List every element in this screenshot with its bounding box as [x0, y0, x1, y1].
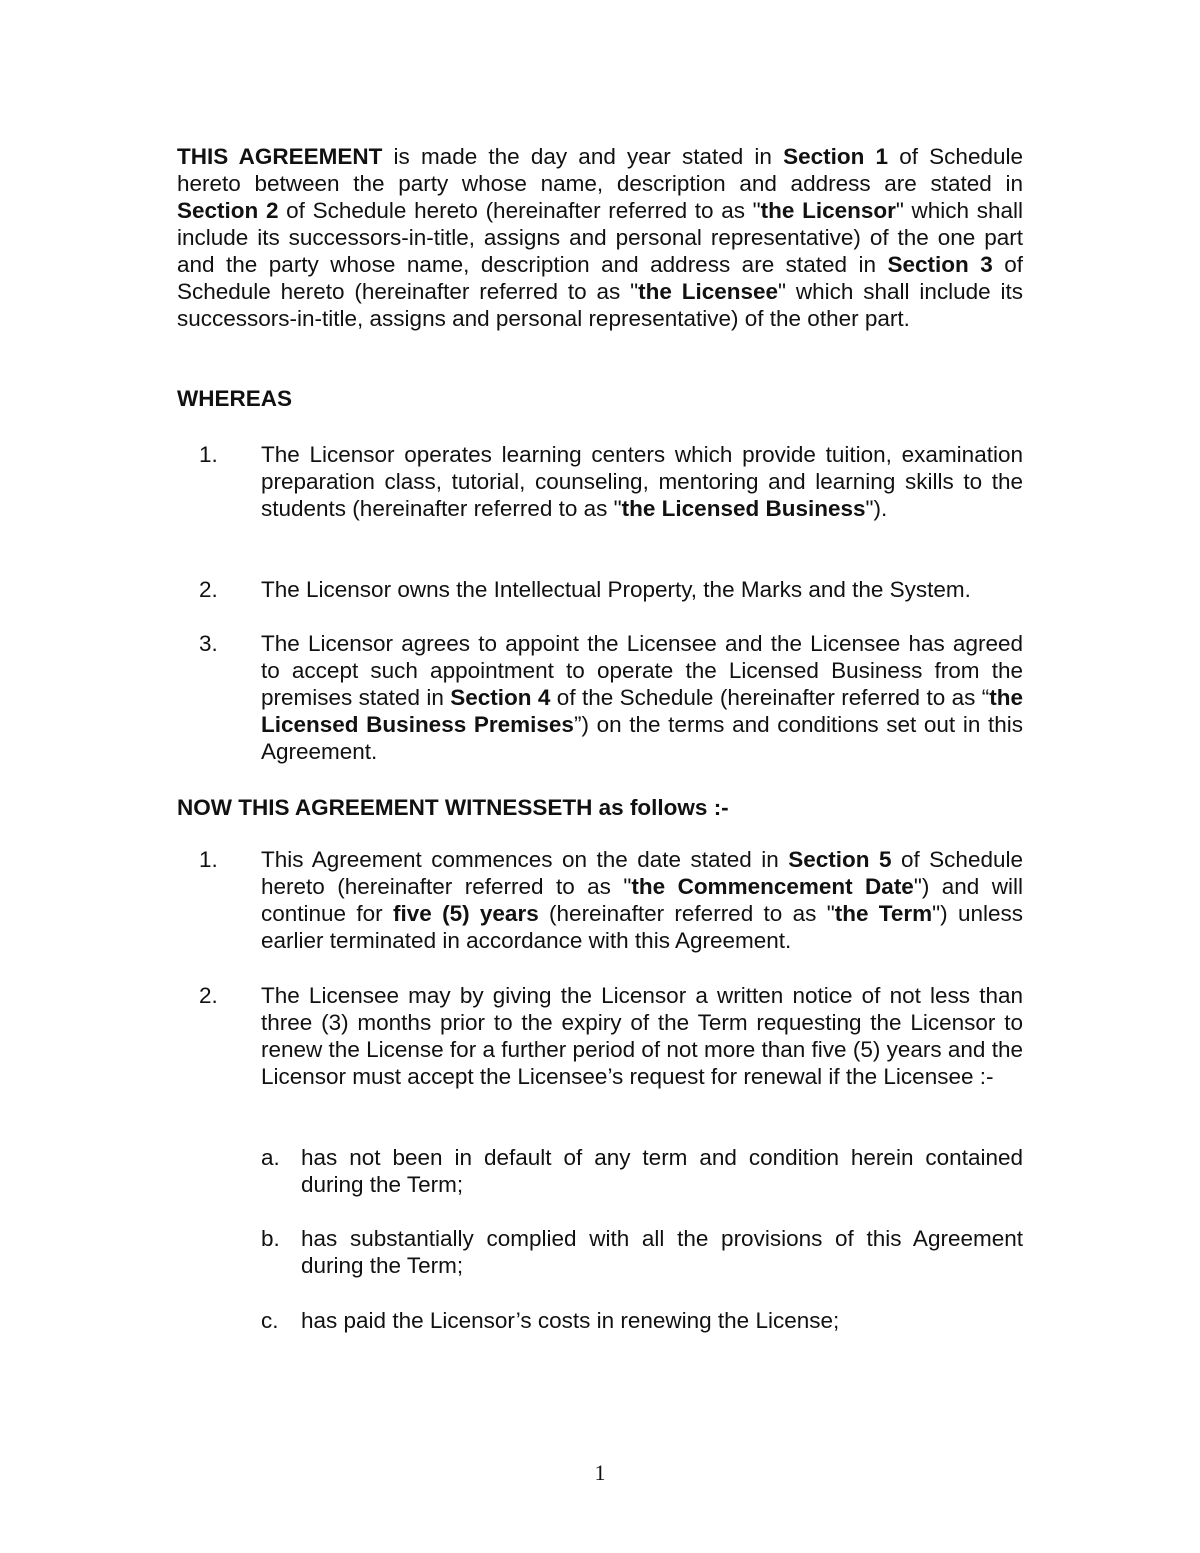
clause-text: The Licensee may by giving the Licensor a written notice of not less than three (3) months prior to the expiry of the Term requesting the Licensor to renew the License for a further period of not more than five (5) years and the Licensor must accept the Licensee’s request for renewal if the Licensee :- — [261, 983, 1023, 1089]
clause-text-part: (hereinafter referred to as " — [538, 901, 835, 926]
clause-text-part: ") unless earlier terminated in accordance with this Agreement. — [261, 901, 1023, 953]
sub-clause-text: has not been in default of any term and condition herein contained during the Term; — [301, 1145, 1023, 1197]
intro-text: of Schedule hereto (hereinafter referred to as " — [278, 198, 761, 223]
sub-clause-item — [261, 1144, 1023, 1198]
sub-clause-item — [261, 1307, 1023, 1334]
recital-text-part: The Licensor operates learning centers which provide tuition, examination preparation class, tutorial, counseling, mentoring and learning skills to the students (hereinafter referred to as " — [261, 442, 1023, 521]
section-ref: Section 4 — [450, 685, 551, 710]
sub-clause-letter: c. — [261, 1308, 279, 1333]
recital-text-part: "). — [865, 496, 888, 521]
defined-term: the Licensee — [638, 279, 779, 304]
intro-text: of Schedule hereto (hereinafter referred to as " — [177, 252, 1023, 304]
section-ref: Section 3 — [887, 252, 993, 277]
defined-term: the Term — [834, 901, 933, 926]
recital-number: 3. — [199, 631, 218, 656]
recital-item — [177, 630, 1023, 765]
recital-number: 2. — [199, 577, 218, 602]
sub-clause-item — [261, 1225, 1023, 1279]
clause-number: 2. — [199, 983, 218, 1008]
page-number: 1 — [594, 1460, 606, 1485]
recital-item — [177, 576, 1023, 603]
defined-term: the Licensed Business — [621, 496, 866, 521]
witnesseth-heading: NOW THIS AGREEMENT WITNESSETH as follows :- — [177, 795, 729, 820]
recital-item — [177, 441, 1023, 522]
intro-text: is made the day and year stated in — [382, 144, 784, 169]
recital-text — [261, 630, 1023, 765]
recital-text-part: ”) on the terms and conditions set out in this Agreement. — [261, 712, 1023, 764]
clause-text-part: ") and will continue for — [261, 874, 1023, 926]
recital-text — [261, 441, 1023, 522]
section-ref: Section 2 — [177, 198, 279, 223]
section-ref: Section 5 — [788, 847, 892, 872]
defined-term: the Licensor — [760, 198, 896, 223]
intro-text: " which shall include its successors-in-title, assigns and personal representative) of the other part. — [177, 279, 1024, 331]
agreement-term: THIS AGREEMENT — [177, 144, 383, 169]
clause-text — [261, 846, 1023, 954]
sub-clause-letter: a. — [261, 1145, 280, 1170]
defined-term: the Licensed Business Premises — [261, 685, 1023, 737]
recital-text-part: of the Schedule (hereinafter referred to as “ — [550, 685, 990, 710]
intro-text: of Schedule hereto between the party whose name, description and address are stated in — [177, 144, 1023, 196]
intro-text: " which shall include its successors-in-title, assigns and personal representative) of the one part and the party whose name, description and address are stated in — [177, 198, 1024, 277]
section-ref: Section 1 — [783, 144, 889, 169]
clause-item — [177, 846, 1023, 954]
defined-term: five (5) years — [392, 901, 539, 926]
sub-clause-text: has substantially complied with all the provisions of this Agreement during the Term; — [301, 1226, 1023, 1278]
sub-clause-letter: b. — [261, 1226, 280, 1251]
recital-number: 1. — [199, 442, 218, 467]
clause-item — [177, 982, 1023, 1090]
clause-text-part: of Schedule hereto (hereinafter referred to as " — [261, 847, 1024, 899]
sub-clause-text: has paid the Licensor’s costs in renewing the License; — [301, 1308, 840, 1333]
clause-text-part: This Agreement commences on the date stated in — [261, 847, 789, 872]
intro-paragraph — [177, 143, 1023, 332]
defined-term: the Commencement Date — [631, 874, 914, 899]
recital-text-part: The Licensor agrees to appoint the Licensee and the Licensee has agreed to accept such appointment to operate the Licensed Business from the premises stated in — [261, 631, 1023, 710]
recital-text: The Licensor owns the Intellectual Property, the Marks and the System. — [261, 577, 971, 602]
whereas-heading: WHEREAS — [177, 386, 293, 411]
clause-number: 1. — [199, 847, 218, 872]
